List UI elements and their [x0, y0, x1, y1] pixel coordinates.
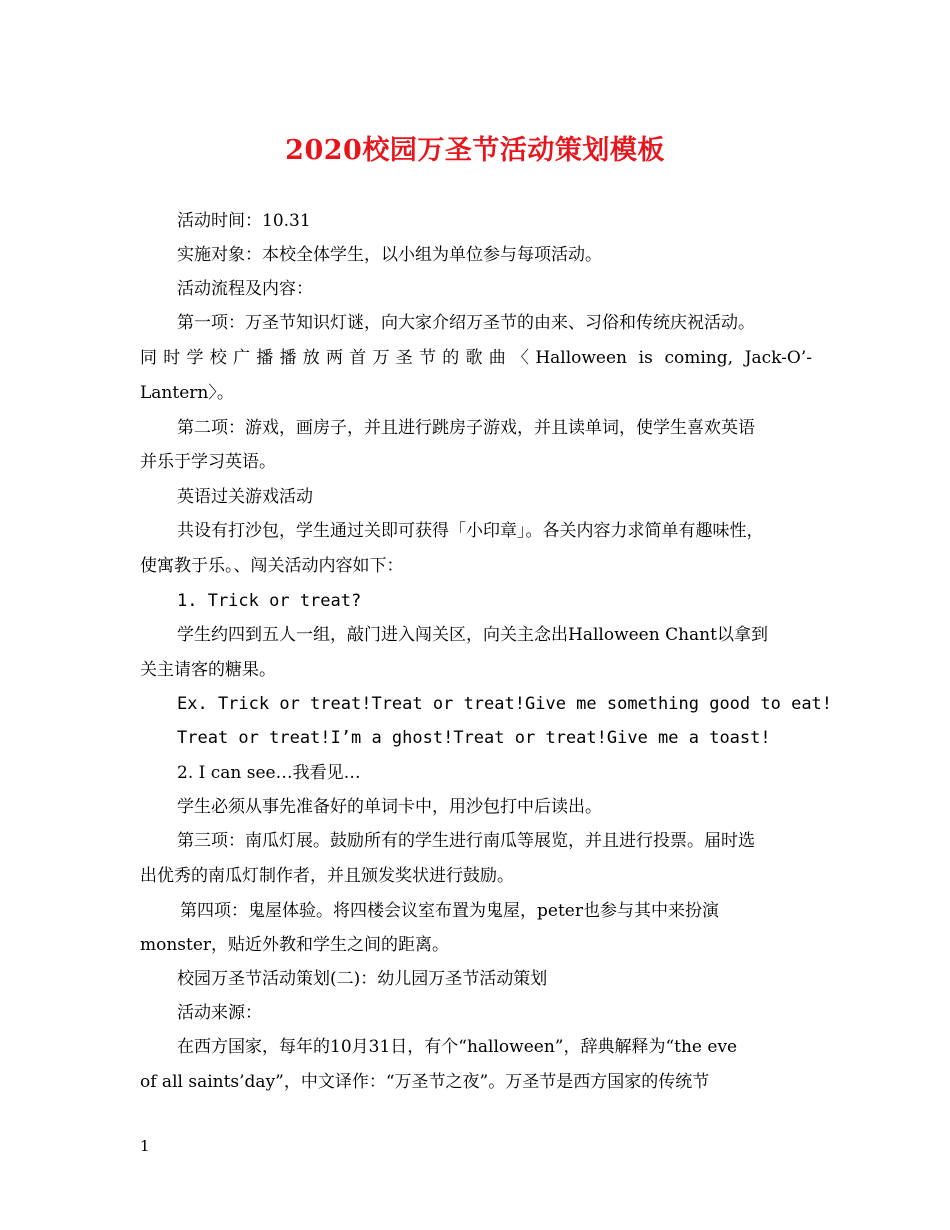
paragraph-line: Treat or treat!I’m a ghost!Treat or treat!Give me a toast!: [177, 728, 771, 748]
paragraph-line: Ex. Trick or treat!Treat or treat!Give me something good to eat!: [177, 694, 833, 714]
paragraph-line: 第一项：万圣节知识灯谜，向大家介绍万圣节的由来、习俗和传统庆祝活动。: [177, 313, 755, 333]
paragraph-line: 第三项：南瓜灯展。鼓励所有的学生进行南瓜等展览，并且进行投票。届时选: [177, 831, 755, 851]
paragraph-line: 第二项：游戏，画房子，并且进行跳房子游戏，并且读单词，使学生喜欢英语: [177, 418, 755, 438]
document-title: 2020校园万圣节活动策划模板: [285, 135, 665, 166]
paragraph-line: 学生约四到五人一组，敲门进入闯关区，向关主念出Halloween Chant以拿到: [177, 625, 768, 645]
paragraph-line: 使寓教于乐。、闯关活动内容如下：: [140, 556, 404, 576]
paragraph-line: 1. Trick or treat?: [177, 591, 362, 611]
paragraph-line: monster，贴近外教和学生之间的距离。: [140, 935, 450, 955]
paragraph-line: 活动时间：10.31: [177, 211, 311, 231]
paragraph-line: 第四项：鬼屋体验。将四楼会议室布置为鬼屋，peter也参与其中来扮演: [180, 901, 719, 921]
paragraph-line: 出优秀的南瓜灯制作者，并且颁发奖状进行鼓励。: [140, 866, 514, 886]
paragraph-line: of all saints’day”，中文译作：“万圣节之夜”。万圣节是西方国家的传统节: [140, 1072, 710, 1092]
paragraph-line: 活动流程及内容：: [177, 279, 313, 299]
paragraph-line: 在西方国家，每年的10月31日，有个“halloween”，辞典解释为“the eve: [177, 1037, 738, 1057]
paragraph-line: Lantern〉。: [140, 383, 234, 403]
paragraph-line: 活动来源：: [177, 1003, 262, 1023]
paragraph-line: 英语过关游戏活动: [177, 487, 313, 507]
paragraph-line: 校园万圣节活动策划(二)：幼儿园万圣节活动策划: [177, 969, 548, 989]
paragraph-line: 同时学校广播播放两首万圣节的歌曲〈Halloween is coming, Jack-O’-: [140, 348, 812, 368]
paragraph-line: 学生必须从事先准备好的单词卡中，用沙包打中后读出。: [177, 797, 602, 817]
paragraph-line: 2. I can see…我看见…: [177, 763, 361, 783]
page-number: 1: [140, 1137, 150, 1155]
paragraph-line: 关主请客的糖果。: [140, 660, 276, 680]
paragraph-line: 共设有打沙包，学生通过关即可获得「小印章」。各关内容力求简单有趣味性，: [177, 521, 764, 541]
paragraph-line: 并乐于学习英语。: [140, 452, 276, 472]
paragraph-line: 实施对象：本校全体学生，以小组为单位参与每项活动。: [177, 245, 602, 265]
